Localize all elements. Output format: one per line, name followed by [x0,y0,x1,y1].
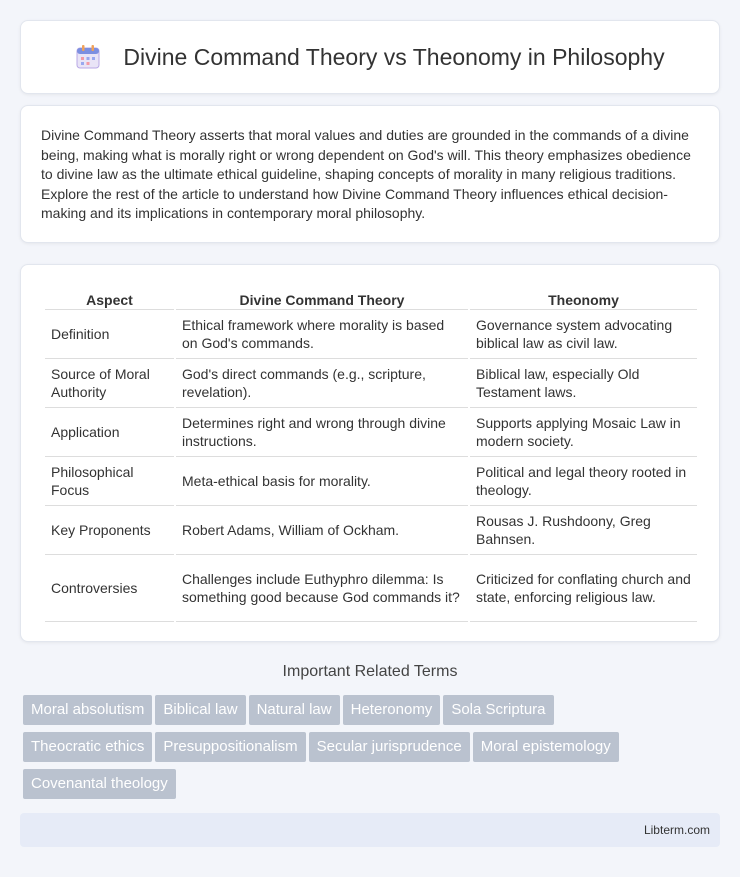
footer [20,813,720,847]
table-cell: Robert Adams, William of Ockham. [175,505,469,554]
table-cell: Source of Moral Authority [44,358,175,407]
table-header: Theonomy [469,285,697,309]
calendar-icon [75,44,101,70]
table-cell: Ethical framework where morality is based on God's commands. [175,309,469,358]
table-cell: Application [44,407,175,456]
tag-natural-law[interactable]: Natural law [249,695,340,725]
table-cell: Biblical law, especially Old Testament laws. [469,358,697,407]
table-cell: God's direct commands (e.g., scripture, revelation). [175,358,469,407]
tag-heteronomy[interactable]: Heteronomy [343,695,441,725]
table-row [44,407,697,456]
comparison-table [43,285,697,622]
table-cell: Determines right and wrong through divine instructions. [175,407,469,456]
tag-theocratic-ethics[interactable]: Theocratic ethics [23,732,152,762]
table-cell: Key Proponents [44,505,175,554]
table-cell: Meta-ethical basis for morality. [175,456,469,505]
page-title: Divine Command Theory vs Theonomy in Philosophy [123,43,665,70]
tag-sola-scriptura[interactable]: Sola Scriptura [443,695,553,725]
table-row [44,456,697,505]
tag-covenantal-theology[interactable]: Covenantal theology [23,769,176,799]
tag-moral-absolutism[interactable]: Moral absolutism [23,695,152,725]
footer-brand-link[interactable]: Libterm.com [643,823,710,837]
tag-moral-epistemology[interactable]: Moral epistemology [473,732,619,762]
comparison-table-card [20,264,720,642]
table-row [44,358,697,407]
tag-presuppositionalism[interactable]: Presuppositionalism [155,732,305,762]
table-cell: Controversies [44,554,175,621]
table-cell: Definition [44,309,175,358]
table-row [44,505,697,554]
table-cell: Rousas J. Rushdoony, Greg Bahnsen. [469,505,697,554]
tag-biblical-law[interactable]: Biblical law [155,695,245,725]
table-cell: Challenges include Euthyphro dilemma: Is something good because God commands it? [175,554,469,621]
table-cell: Political and legal theory rooted in theology. [469,456,697,505]
table-header: Divine Command Theory [175,285,469,309]
table-cell: Philosophical Focus [44,456,175,505]
table-cell: Criticized for conflating church and state, enforcing religious law. [469,554,697,621]
table-row [44,554,697,621]
related-terms-title: Important Related Terms [282,663,458,680]
table-cell: Supports applying Mosaic Law in modern society. [469,407,697,456]
intro-text: Divine Command Theory asserts that moral values and duties are grounded in the commands of a divine being, making what is morally right or wrong dependent on God's will. This theory emphasizes obedience to divine law as the ultimate ethical guideline, shaping concepts of morality in many religious traditions. Explore the rest of the article to understand how Divine Command Theory influences ethical decision-making and its implications in contemporary moral philosophy. [41,127,691,221]
intro-card [20,105,720,243]
table-cell: Governance system advocating biblical law as civil law. [469,309,697,358]
table-header-row [44,285,697,309]
table-row [44,309,697,358]
header-card [20,20,720,94]
table-header: Aspect [44,285,175,309]
tag-secular-jurisprudence[interactable]: Secular jurisprudence [309,732,470,762]
related-tags [23,695,723,806]
